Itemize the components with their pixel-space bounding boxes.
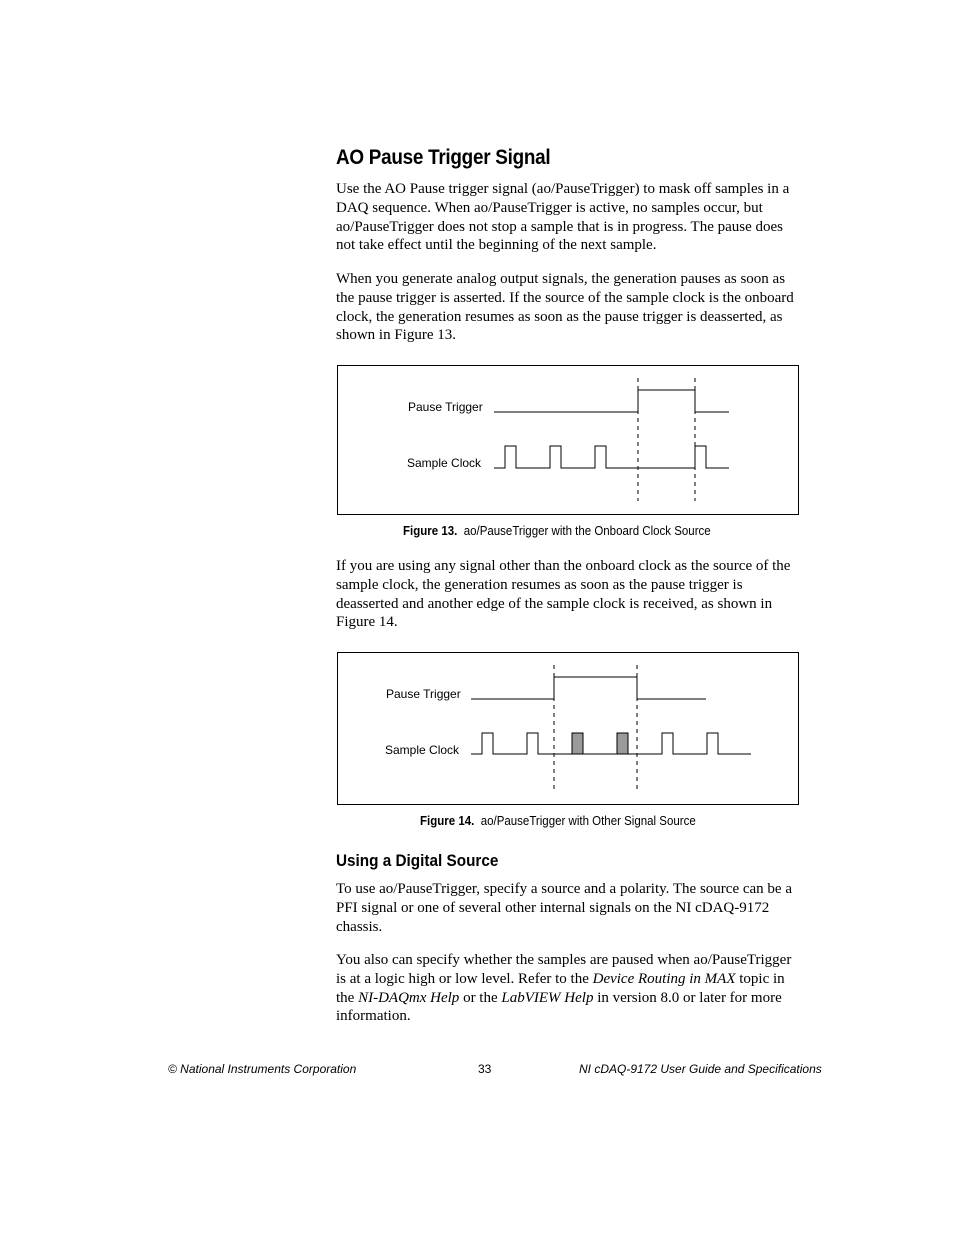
figure-13 <box>337 365 799 515</box>
figure-14 <box>337 652 799 805</box>
device-routing-reference: Device Routing in MAX <box>592 970 736 987</box>
masked-sample-pulse <box>572 733 583 754</box>
pause-trigger-waveform <box>494 390 729 412</box>
masked-sample-pulse <box>617 733 628 754</box>
sample-clock-label: Sample Clock <box>385 743 460 757</box>
subsection-title: Using a Digital Source <box>336 851 499 870</box>
paragraph-polarity <box>336 951 798 1026</box>
figure-14-caption-text: ao/PauseTrigger with Other Signal Source <box>480 814 696 828</box>
figure-14-caption-number: Figure 14. <box>420 814 475 828</box>
sample-clock-waveform <box>494 446 729 468</box>
sample-clock-label: Sample Clock <box>407 456 482 470</box>
figure-14-caption <box>420 814 696 828</box>
polarity-text-1: You also can specify whether the samples are paused when ao/PauseTrigger is at a logic high or low level. Refer to the <box>336 952 792 987</box>
figure-13-caption-number: Figure 13. <box>403 524 458 538</box>
figure-13-caption-text: ao/PauseTrigger with the Onboard Clock Source <box>463 524 711 538</box>
polarity-text-4: in version 8.0 or later for more information. <box>336 989 782 1025</box>
footer-page-number: 33 <box>478 1062 492 1076</box>
paragraph-other-source: If you are using any signal other than the onboard clock as the source of the sample clock, the generation resumes as soon as the pause trigger is deasserted and another edge of the sample clock is received, as shown in Figure 14. <box>336 558 791 631</box>
pause-trigger-label: Pause Trigger <box>408 400 483 414</box>
paragraph-digital-source: To use ao/PauseTrigger, specify a source and a polarity. The source can be a PFI signal or one of several other internal signals on the NI cDAQ-9172 chassis. <box>336 881 792 935</box>
footer-copyright: © National Instruments Corporation <box>168 1062 357 1076</box>
labview-help-reference: LabVIEW Help <box>501 989 594 1006</box>
section-title: AO Pause Trigger Signal <box>336 146 551 169</box>
polarity-text-3: or the <box>459 989 502 1006</box>
pause-trigger-label: Pause Trigger <box>386 687 461 701</box>
figure-13-caption <box>403 524 711 538</box>
paragraph-intro: Use the AO Pause trigger signal (ao/PauseTrigger) to mask off samples in a DAQ sequence. When ao/PauseTrigger is active, no samples occur, but ao/PauseTrigger does not stop a sample that is in progress. The pause does not take effect until the beginning of the next sample. <box>336 181 790 254</box>
footer-document-title: NI cDAQ-9172 User Guide and Specifications <box>579 1062 822 1076</box>
figure-13-timing-diagram <box>338 366 800 516</box>
sample-clock-waveform <box>471 733 751 754</box>
daqmx-help-reference: NI-DAQmx Help <box>358 989 460 1006</box>
pause-trigger-waveform <box>471 677 706 699</box>
paragraph-onboard-clock: When you generate analog output signals, the generation pauses as soon as the pause trigger is asserted. If the source of the sample clock is the onboard clock, the generation resumes as soon as the pause trigger is deasserted, as shown in Figure 13. <box>336 271 794 344</box>
figure-14-timing-diagram <box>338 653 800 806</box>
polarity-text-2: topic in the <box>336 970 785 1006</box>
